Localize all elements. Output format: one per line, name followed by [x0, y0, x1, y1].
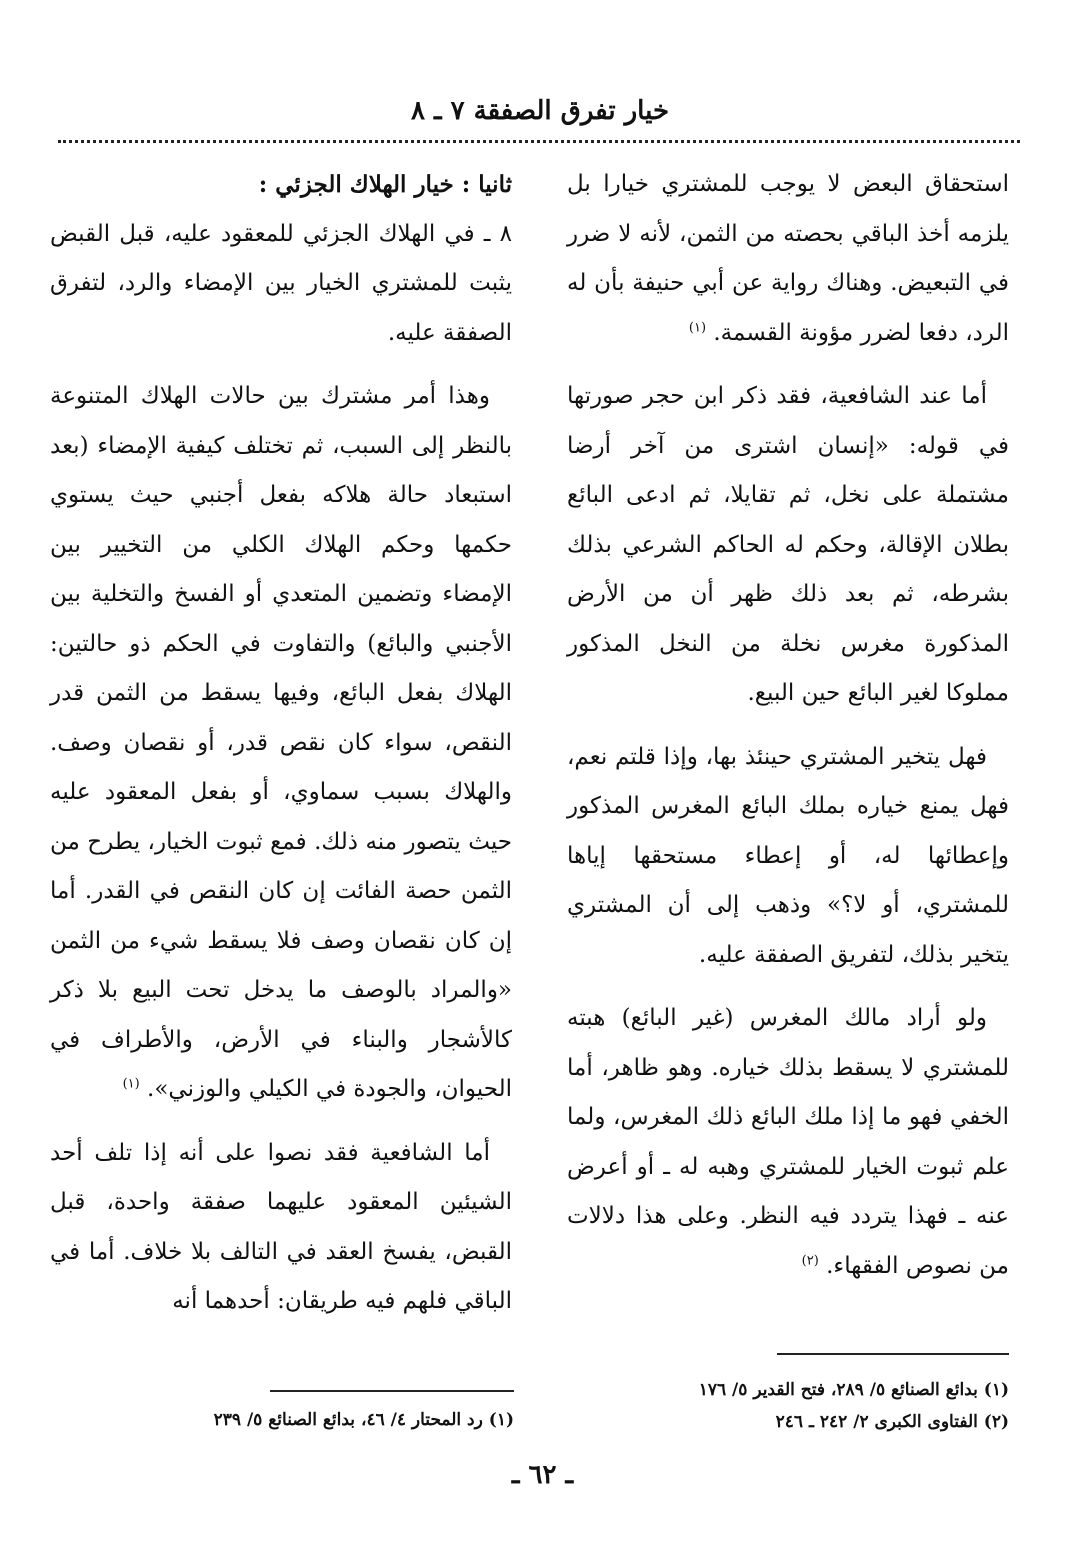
footnotes-right — [567, 1374, 1009, 1438]
footnote-right-2: (٢) الفتاوى الكبرى ٢/ ٢٤٢ ـ ٢٤٦ — [775, 1412, 1009, 1432]
right-column — [567, 160, 1009, 1291]
page-header-title: خيار تفرق الصفقة ٧ ـ ٨ — [410, 96, 670, 126]
left-column — [50, 160, 512, 1327]
footnote-divider-right — [777, 1353, 1009, 1355]
left-paragraph-3: أما الشافعية فقد نصوا على أنه إذا تلف أحد الشيئين المعقود عليهما صفقة واحدة، قبل القبض، يفسخ العقد في التالف بلا خلاف. أما في الباقي فلهم فيه طريقان: أحدهما أنه — [50, 1139, 512, 1314]
footnote-ref-1-left: (١) — [122, 1076, 140, 1092]
footnote-left-1: (١) رد المحتار ٤/ ٤٦، بدائع الصنائع ٥/ ٢٣٩ — [213, 1410, 514, 1430]
footnotes-left — [140, 1404, 514, 1436]
footnote-ref-1: (١) — [688, 319, 707, 335]
footnote-divider-left — [270, 1390, 514, 1392]
right-paragraph-2: أما عند الشافعية، فقد ذكر ابن حجر صورتها في قوله: «إنسان اشترى من آخر أرضا مشتملة على نخل، ثم تقايلا، ثم ادعى البائع بطلان الإقالة، وحكم له الحاكم الشرعي بذلك بشرطه، ثم بعد ذلك ظهر أن من الأرض المذكورة مغرس نخلة من النخل المذكور مملوكا لغير البائع حين البيع. — [567, 383, 1009, 706]
left-paragraph-1: ٨ ـ في الهلاك الجزئي للمعقود عليه، قبل القبض يثبت للمشتري الخيار بين الإمضاء والرد، لتفرق الصفقة عليه. — [50, 220, 512, 346]
right-paragraph-1: استحقاق البعض لا يوجب للمشتري خيارا بل يلزمه أخذ الباقي بحصته من الثمن، لأنه لا ضرر في التبعيض. وهناك رواية عن أبي حنيفة بأن له الرد، دفعا لضرر مؤونة القسمة. $^{(١)}$ — [567, 171, 1009, 346]
page-number: ـ ٦٢ ـ — [511, 1460, 574, 1490]
right-paragraph-3: فهل يتخير المشتري حينئذ بها، وإذا قلتم نعم، فهل يمنع خياره بملك البائع المغرس المذكور وإعطائها له، أو إعطاء مستحقها إياها للمشتري، أو لا؟» وذهب إلى أن المشتري يتخير بذلك، لتفريق الصفقة عليه. — [567, 743, 1009, 968]
footnote-right-1: (١) بدائع الصنائع ٥/ ٢٨٩، فتح القدير ٥/ ١٧٦ — [698, 1380, 1009, 1400]
section-heading: ثانيا : خيار الهلاك الجزئي : — [258, 171, 512, 198]
right-paragraph-4: ولو أراد مالك المغرس (غير البائع) هبته للمشتري لا يسقط بذلك خياره. وهو ظاهر، أما الخفي فهو ما إذا ملك البائع ذلك المغرس، ولما علم ثبوت الخيار للمشتري وهبه له ـ أو أعرض عنه ـ فهذا يتردد فيه النظر. وعلى هذا دلالات من نصوص الفقهاء. $^{(٢)}$ — [567, 1005, 1009, 1279]
footnote-ref-2: (٢) — [801, 1252, 819, 1268]
left-paragraph-2: وهذا أمر مشترك بين حالات الهلاك المتنوعة بالنظر إلى السبب، ثم تختلف كيفية الإمضاء (بعد استبعاد حالة هلاكه بفعل أجنبي حيث يستوي حكمها وحكم الهلاك الكلي من التخيير بين الإمضاء وتضمين المتعدي أو الفسخ والتخلية بين الأجنبي والبائع) والتفاوت في الحكم ذو حالتين: الهلاك بفعل البائع، وفيها يسقط من الثمن قدر النقص، سواء كان نقص قدر، أو نقصان وصف. والهلاك بسبب سماوي، أو بفعل المعقود عليه حيث يتصور منه ذلك. فمع ثبوت الخيار، يطرح من الثمن حصة الفائت إن كان النقص في القدر. أما إن كان نقصان وصف فلا يسقط شيء من الثمن «والمراد بالوصف ما يدخل تحت البيع بلا ذكر كالأشجار والبناء في الأرض، والأطراف في الحيوان، والجودة في الكيلي والوزني». $^{(١)}$ — [50, 383, 512, 1102]
header-dotted-divider — [58, 140, 1020, 143]
